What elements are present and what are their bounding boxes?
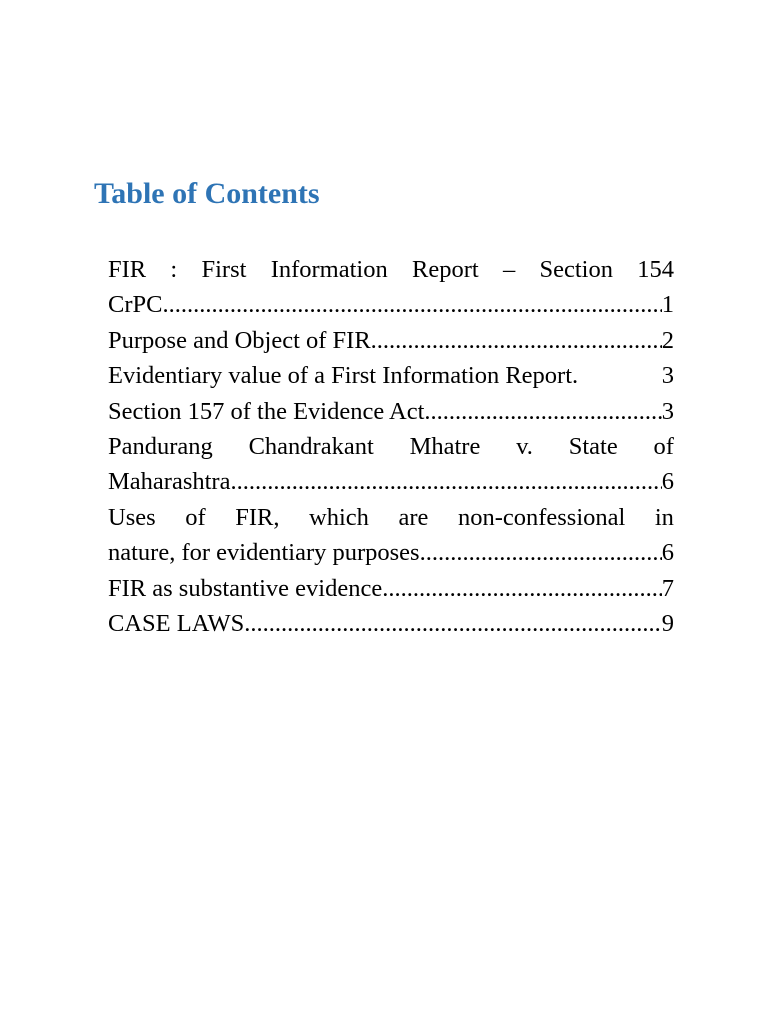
toc-entry[interactable] (108, 358, 674, 393)
toc-word: State (568, 432, 618, 460)
toc-entry-title: Section 157 of the Evidence Act (108, 397, 425, 425)
toc-page-number: 1 (661, 291, 674, 319)
dot-leader (382, 571, 662, 606)
toc-entry-last-line (108, 571, 674, 606)
toc-entry-last-line (108, 535, 674, 570)
toc-page-number: 3 (661, 362, 674, 390)
toc-entry[interactable] (108, 606, 674, 641)
toc-word: 154 (637, 256, 674, 283)
toc-word: Section (539, 256, 613, 283)
toc-entry[interactable] (108, 394, 674, 429)
toc-entry-title-line (108, 252, 674, 287)
toc-entry-title-line (108, 429, 674, 464)
toc-word: are (398, 503, 429, 531)
dot-leader (420, 535, 662, 570)
toc-word: : (170, 256, 178, 283)
toc-word: Pandurang (108, 432, 213, 460)
dot-leader (424, 394, 661, 429)
toc-heading: Table of Contents (94, 177, 320, 210)
toc-list (108, 252, 674, 641)
toc-word: non-confessional (457, 503, 626, 531)
toc-page-number: 7 (661, 574, 674, 602)
toc-entry-title: CrPC (108, 291, 163, 319)
toc-entry-last-line (108, 464, 674, 499)
toc-entry[interactable] (108, 252, 674, 323)
toc-word: First (201, 256, 247, 283)
toc-page-number: 9 (661, 609, 674, 637)
toc-entry[interactable] (108, 500, 674, 571)
toc-word: Mhatre (409, 432, 481, 460)
toc-word: – (502, 256, 516, 283)
toc-word: of (653, 432, 674, 460)
toc-entry-title: Evidentiary value of a First Information Report. (108, 362, 579, 390)
toc-word: Information (270, 256, 388, 283)
toc-entry[interactable] (108, 429, 674, 500)
toc-entry-title-line (108, 500, 674, 535)
toc-entry-last-line (108, 287, 674, 322)
dot-leader (162, 287, 661, 322)
toc-word: in (654, 503, 674, 531)
toc-word: v. (516, 432, 533, 460)
dot-leader (230, 464, 661, 499)
toc-entry-title: CASE LAWS (108, 609, 245, 637)
toc-word: FIR, (235, 503, 280, 531)
toc-word: FIR (108, 256, 147, 283)
toc-entry-last-line (108, 323, 674, 358)
toc-page-number: 3 (661, 397, 674, 425)
toc-entry-last-line (108, 394, 674, 429)
toc-entry-last-line (108, 358, 674, 393)
toc-entry-title: Maharashtra (108, 468, 231, 496)
toc-page-number: 2 (661, 326, 674, 354)
dot-leader (371, 323, 662, 358)
toc-word: which (309, 503, 369, 531)
toc-page-number: 6 (661, 468, 674, 496)
toc-entry-title: nature, for evidentiary purposes (108, 539, 420, 567)
toc-entry-title: FIR as substantive evidence (108, 574, 383, 602)
toc-entry-title: Purpose and Object of FIR (108, 326, 371, 354)
toc-word: of (185, 503, 206, 531)
toc-word: Chandrakant (248, 432, 374, 460)
dot-leader (244, 606, 662, 641)
toc-entry-last-line (108, 606, 674, 641)
toc-entry[interactable] (108, 323, 674, 358)
toc-entry[interactable] (108, 571, 674, 606)
toc-page-number: 6 (661, 539, 674, 567)
toc-word: Report (411, 256, 479, 283)
toc-word: Uses (108, 503, 156, 531)
